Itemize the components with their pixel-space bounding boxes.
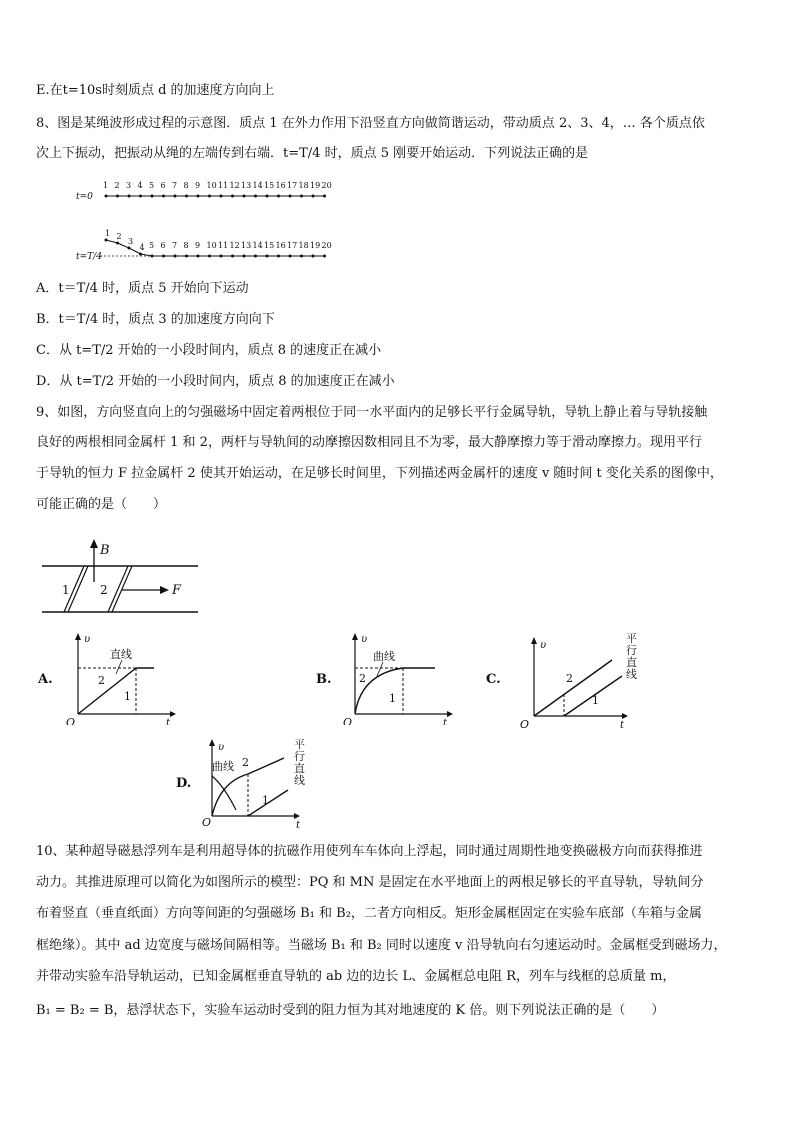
- rope-point: [243, 195, 246, 198]
- graph-b-origin: O: [343, 716, 353, 725]
- rope-number: 17: [287, 181, 298, 190]
- rope-number: 17: [287, 241, 298, 250]
- graph-c-label: C.: [486, 672, 501, 687]
- graph-a-note: 直线: [110, 648, 132, 661]
- q8-option-b: B．t＝T/4 时，质点 3 的加速度方向向下: [36, 312, 275, 327]
- rope-number: 13: [241, 241, 252, 250]
- q9-stem-line3: 于导轨的恒力 F 拉金属杆 2 使其开始运动，在足够长时间里，下列描述两金属杆的速度 v 随时间 t 变化关系的图像中，: [36, 466, 723, 481]
- magnetic-field-label: B: [100, 543, 110, 558]
- q10-stem-line2: 动力。其推进原理可以简化为如图所示的模型：PQ 和 MN 是固定在水平地面上的两根足够长的平直导轨，导轨间分: [36, 875, 704, 890]
- rope-number: 9: [195, 241, 201, 250]
- graph-b-label: B.: [316, 672, 332, 687]
- graph-b-v-axis: υ: [361, 634, 368, 645]
- rope-number: 7: [172, 241, 178, 250]
- rope-point: [220, 195, 223, 198]
- rope-point: [254, 255, 257, 258]
- rope-number: 13: [241, 181, 252, 190]
- rod-2-label: 2: [100, 583, 108, 597]
- graph-b: [343, 630, 463, 725]
- rope-point: [105, 239, 108, 242]
- q10-stem-line3: 布着竖直（垂直纸面）方向等间距的匀强磁场 B₁ 和 B₂，二者方向相反。矩形金属框固定在实验车底部（车箱与金属: [36, 906, 702, 921]
- graph-a-line2: 2: [98, 674, 105, 687]
- rope-point: [116, 242, 119, 245]
- rope-number: 5: [149, 241, 155, 250]
- rope-point: [116, 195, 119, 198]
- q9-stem-line1: 9、如图，方向竖直向上的匀强磁场中固定着两根位于同一水平面内的足够长平行金属导轨，导轨上静止着与导轨接触: [36, 405, 708, 420]
- rope-number: 6: [160, 241, 166, 250]
- rope-point: [185, 255, 188, 258]
- rope-number: 2: [116, 232, 122, 241]
- rope-point: [151, 195, 154, 198]
- graph-c-line2: 2: [566, 672, 573, 685]
- rope-point: [208, 195, 211, 198]
- rope-number: 1: [105, 229, 111, 238]
- force-label: F: [172, 583, 182, 598]
- rope-number: 5: [149, 181, 155, 190]
- rope-number: 11: [218, 241, 229, 250]
- rope-number: 4: [139, 243, 145, 252]
- q9-stem-line2: 良好的两根相同金属杆 1 和 2，两杆与导轨间的动摩擦因数相同且不为零，最大静摩擦力等于滑动摩擦力。现用平行: [36, 435, 702, 450]
- rope-number: 12: [229, 181, 240, 190]
- rope-point: [185, 195, 188, 198]
- graph-d-t-axis: t: [296, 820, 301, 828]
- rope-point: [266, 255, 269, 258]
- graph-c-line1: 1: [592, 694, 599, 707]
- rope-number: 4: [137, 181, 143, 190]
- q10-stem-line4: 框绝缘）。其中 ad 边宽度与磁场间隔相等。当磁场 B₁ 和 B₂ 同时以速度 v 沿导轨向右匀速运动时。金属框受到磁场力，: [36, 938, 727, 953]
- graph-d-line2: 2: [242, 756, 249, 769]
- graph-c-t-axis: t: [620, 720, 625, 730]
- rope-number: 9: [195, 181, 201, 190]
- rope-point: [128, 195, 131, 198]
- q10-stem-line1: 10、某种超导磁悬浮列车是利用超导体的抗磁作用使列车车体向上浮起，同时通过周期性地变换磁极方向而获得推进: [36, 844, 703, 859]
- graph-a: [66, 630, 186, 725]
- rope-number: 20: [321, 241, 332, 250]
- rope-point: [312, 195, 315, 198]
- rope-point: [231, 255, 234, 258]
- q9-stem-line4: 可能正确的是（ ）: [36, 497, 167, 512]
- rope-point: [312, 255, 315, 258]
- rope-point: [254, 195, 257, 198]
- rope-point: [174, 195, 177, 198]
- rope-point: [220, 255, 223, 258]
- rope-wave-figure: [76, 176, 346, 268]
- rope-number: 20: [321, 181, 332, 190]
- rope-point: [151, 255, 154, 258]
- rope-number: 14: [252, 181, 263, 190]
- rope-point: [197, 255, 200, 258]
- rope-number: 1: [103, 181, 109, 190]
- rope-point: [300, 195, 303, 198]
- graph-c-v-axis: υ: [540, 640, 547, 651]
- rope-number: 14: [252, 241, 263, 250]
- graph-a-line1: 1: [124, 690, 131, 703]
- rope-point: [243, 255, 246, 258]
- graph-d: [202, 736, 322, 828]
- rope-point: [197, 195, 200, 198]
- graph-d-note-curve: 曲线: [212, 760, 234, 773]
- graph-b-line2: 2: [359, 672, 366, 685]
- graph-a-t-axis: t: [166, 718, 171, 725]
- rope-point: [289, 195, 292, 198]
- graph-a-origin: O: [66, 716, 76, 725]
- q8-stem-line1: 8、图是某绳波形成过程的示意图．质点 1 在外力作用下沿竖直方向做简谐运动，带动质点 2、3、4，… 各个质点依: [36, 116, 705, 131]
- rope-point: [277, 195, 280, 198]
- rope-number: 8: [183, 241, 189, 250]
- rope-number: 8: [183, 181, 189, 190]
- rope-label-t0: t=0: [76, 192, 93, 202]
- rope-number: 19: [310, 181, 321, 190]
- graph-c-origin: O: [520, 718, 530, 730]
- graph-d-line1: 1: [262, 794, 269, 807]
- rope-number: 6: [160, 181, 166, 190]
- rope-point: [323, 255, 326, 258]
- q8-option-d: D．从 t=T/2 开始的一小段时间内，质点 8 的加速度正在减小: [36, 374, 395, 389]
- rope-point: [231, 195, 234, 198]
- rails-figure: [38, 538, 198, 618]
- rope-number: 10: [206, 181, 217, 190]
- rope-number: 10: [206, 241, 217, 250]
- rope-number: 3: [126, 181, 132, 190]
- graph-c: [514, 630, 644, 730]
- rope-number: 3: [128, 237, 134, 246]
- q10-stem-line6: B₁ = B₂ = B，悬浮状态下，实验车运动时受到的阻力恒为其对地速度的 K 倍。则下列说法正确的是（ ）: [36, 1003, 665, 1018]
- rope-number: 19: [310, 241, 321, 250]
- rope-number: 12: [229, 241, 240, 250]
- rope-point: [208, 255, 211, 258]
- q8-option-a: A．t＝T/4 时，质点 5 开始向下运动: [36, 281, 249, 296]
- rope-point: [105, 195, 108, 198]
- graph-d-origin: O: [202, 816, 212, 828]
- rope-point: [139, 253, 142, 256]
- graph-d-note: 平行直线: [294, 738, 305, 787]
- graph-c-note: 平行直线: [626, 632, 637, 681]
- q8-stem-line2: 次上下振动，把振动从绳的左端传到右端．t=T/4 时，质点 5 刚要开始运动．下列说法正确的是: [36, 146, 589, 161]
- rope-point: [139, 195, 142, 198]
- graph-b-t-axis: t: [443, 718, 448, 725]
- graph-d-v-axis: υ: [218, 742, 225, 753]
- graph-b-note: 曲线: [373, 650, 395, 663]
- q10-stem-line5: 并带动实验车沿导轨运动，已知金属框垂直导轨的 ab 边的边长 L、金属框总电阻 R，列车与线框的总质量 m，: [36, 969, 676, 984]
- rope-label-tT4: t=T/4: [76, 252, 102, 262]
- graph-b-line1: 1: [389, 692, 396, 705]
- rope-number: 11: [218, 181, 229, 190]
- rope-number: 18: [298, 181, 309, 190]
- rope-number: 16: [275, 241, 286, 250]
- rod-1-label: 1: [62, 583, 70, 597]
- rope-point: [289, 255, 292, 258]
- rope-point: [162, 255, 165, 258]
- rope-number: 15: [264, 241, 275, 250]
- option-e-prev: E.在t=10s时刻质点 d 的加速度方向向上: [36, 83, 275, 98]
- graph-a-v-axis: υ: [84, 634, 91, 645]
- rope-number: 15: [264, 181, 275, 190]
- rope-number: 18: [298, 241, 309, 250]
- rope-point: [162, 195, 165, 198]
- rope-point: [323, 195, 326, 198]
- rope-row-t0: [103, 181, 332, 198]
- rope-point: [174, 255, 177, 258]
- rope-number: 2: [114, 181, 120, 190]
- rope-point: [277, 255, 280, 258]
- rope-point: [266, 195, 269, 198]
- graph-d-label: D.: [176, 776, 192, 791]
- q8-option-c: C．从 t=T/2 开始的一小段时间内，质点 8 的速度正在减小: [36, 343, 382, 358]
- rope-number: 16: [275, 181, 286, 190]
- rope-point: [300, 255, 303, 258]
- rope-point: [128, 247, 131, 250]
- rope-number: 7: [172, 181, 178, 190]
- graph-a-label: A.: [38, 672, 53, 687]
- rope-row-t-quarter: [100, 229, 332, 258]
